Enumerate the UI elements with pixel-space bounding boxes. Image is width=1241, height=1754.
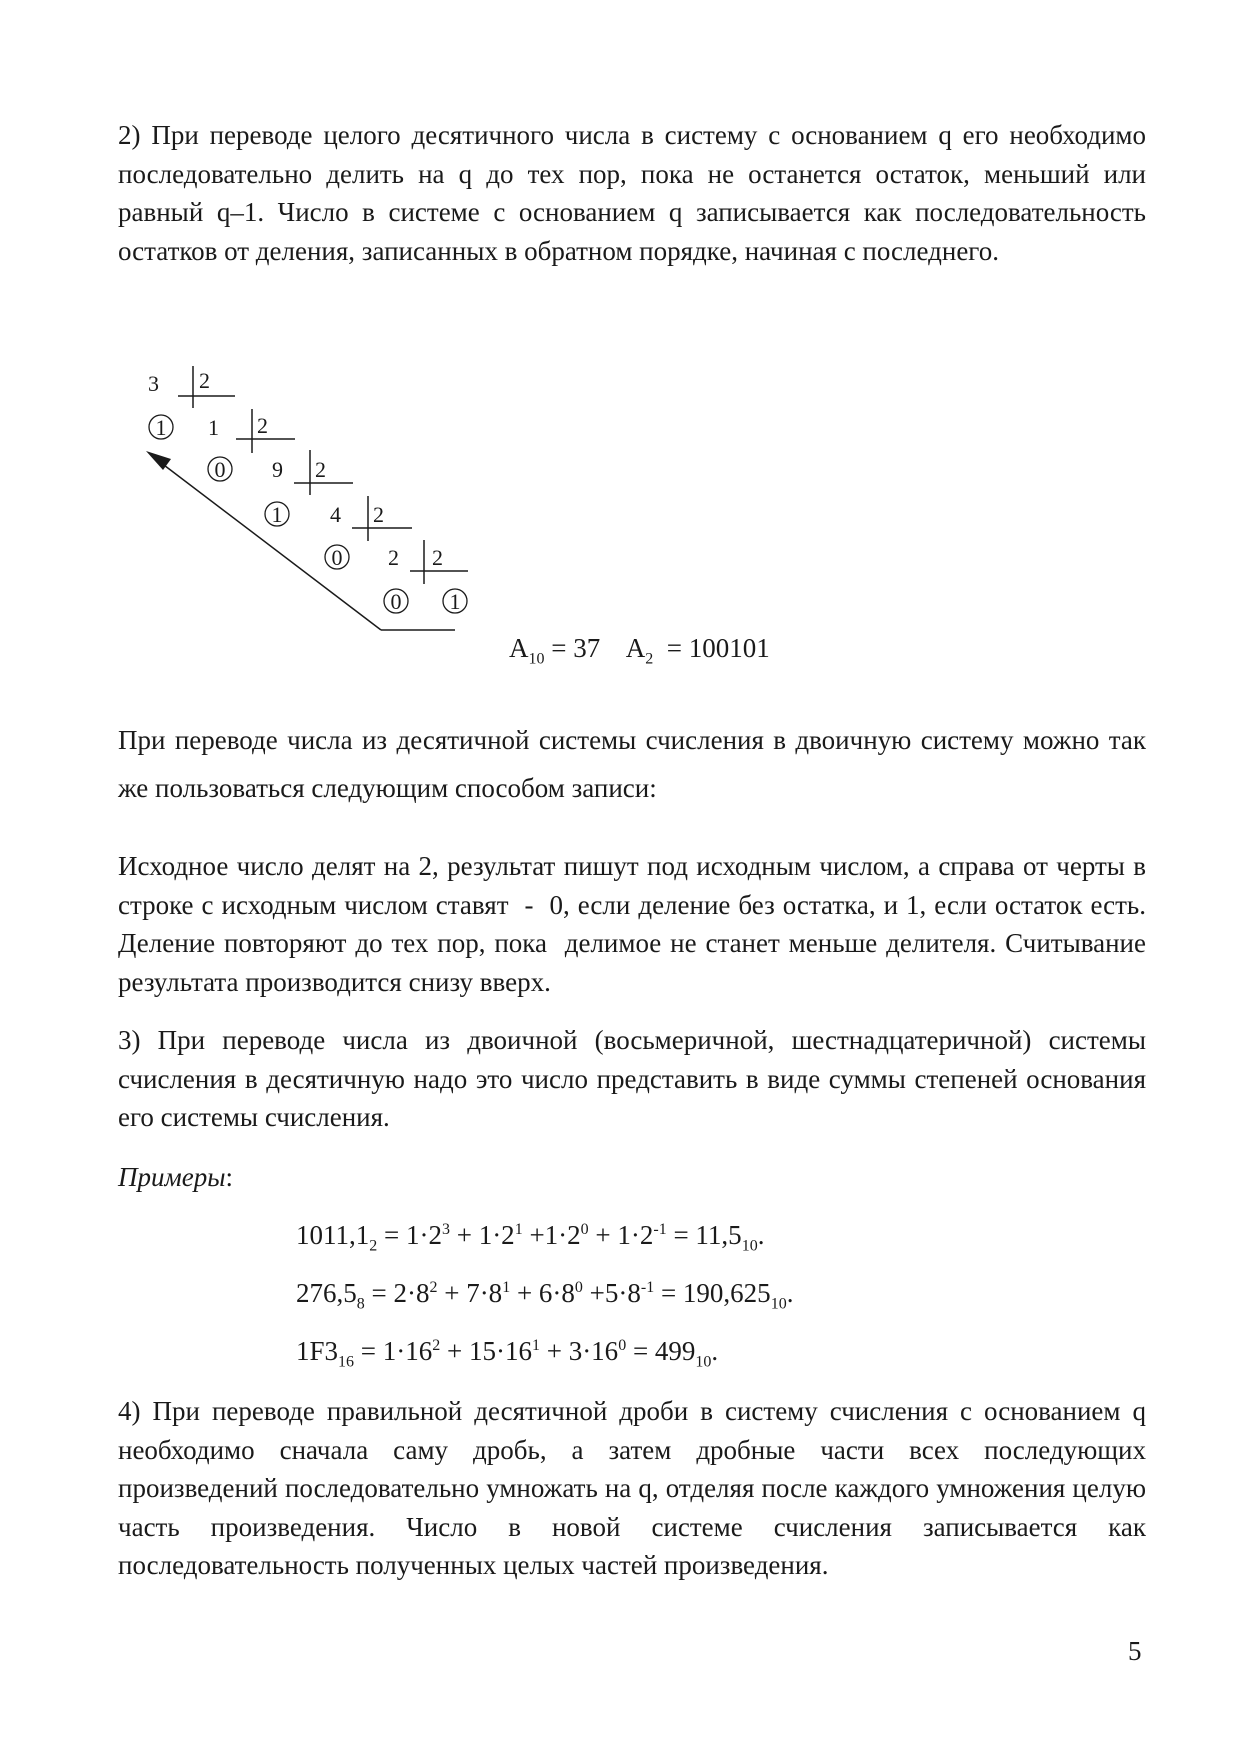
- divisor-row-2: 2: [315, 457, 326, 482]
- paragraph-rule-3: 3) При переводе числа из двоичной (восьмеричной, шестнадцатеричной) системы счисления в десятичную надо это число представить в виде суммы степеней основания его системы счисления.: [118, 1025, 1146, 1132]
- quotient-last: 1: [449, 589, 461, 614]
- formula-octal: $276,5_8 = 2\cdot 8^2 + 7\cdot 8^1 + 6\cdot 8^0 +5\cdot 8^{-1} = 190,625_{10}$.: [296, 1278, 794, 1313]
- reading-direction-arrow: [146, 451, 455, 630]
- remainder-row-4: 0: [331, 545, 343, 570]
- divisor-row-4: 2: [432, 545, 443, 570]
- dividend-row-1: 1: [208, 415, 219, 440]
- paragraph-rule-2: 2) При переводе целого десятичного числа в систему с основанием q его необходимо последовательно делить на q до тех пор, пока не останется остаток, меньший или равный q–1. Число в системе с основанием q записывается как последовательность остатков от деления, записанных в обратном порядке, начиная с последнего.: [118, 120, 1146, 266]
- divisor-row-0: 2: [199, 368, 210, 393]
- page-number: 5: [1128, 1636, 1142, 1666]
- dividend-row-0: 3: [148, 371, 159, 396]
- remainder-last: 0: [390, 589, 402, 614]
- conversion-result: $A_{10} = 37$ $A_2 = 100101$: [509, 633, 770, 668]
- divisor-row-3: 2: [373, 502, 384, 527]
- paragraph-rule-4: 4) При переводе правильной десятичной дроби в систему счисления с основанием q необходимо сначала саму дробь, а затем дробные части всех последующих произведений последовательно умножать на q, отделяя после каждого умножения целую часть произведения. Число в новой системе счисления записывается как последовательность полученных целых частей произведения.: [118, 1396, 1146, 1580]
- remainder-row-3: 1: [271, 502, 283, 527]
- examples-label: Примеры:: [118, 1162, 234, 1192]
- paragraph-method: Исходное число делят на 2, результат пишут под исходным числом, а справа от черты в строке с исходным числом ставят - 0, если деление без остатка, и 1, если остаток есть. Деление повторяют до тех пор, пока делимое не станет меньше делителя. Считывание результата производится снизу вверх.: [118, 851, 1153, 997]
- dividend-row-2: 9: [272, 457, 283, 482]
- remainder-row-1: 1: [155, 415, 167, 440]
- division-diagram: [0, 0, 1241, 700]
- dividend-row-4: 2: [388, 545, 399, 570]
- paragraph-intro: При переводе числа из десятичной системы счисления в двоичную систему можно так же пользоваться следующим способом записи:: [118, 725, 1146, 803]
- remainder-row-2: 0: [214, 457, 226, 482]
- dividend-row-3: 4: [330, 502, 341, 527]
- formula-binary: $1011,1_2 = 1\cdot 2^3 + 1\cdot 2^1 +1\cdot 2^0 + 1\cdot 2^{-1} = 11,5_{10}$.: [296, 1220, 765, 1255]
- divisor-row-1: 2: [257, 413, 268, 438]
- formula-hex: $1F3_{16} = 1\cdot 16^2 + 15\cdot 16^1 + 3\cdot 16^0 = 499_{10}$.: [296, 1336, 719, 1371]
